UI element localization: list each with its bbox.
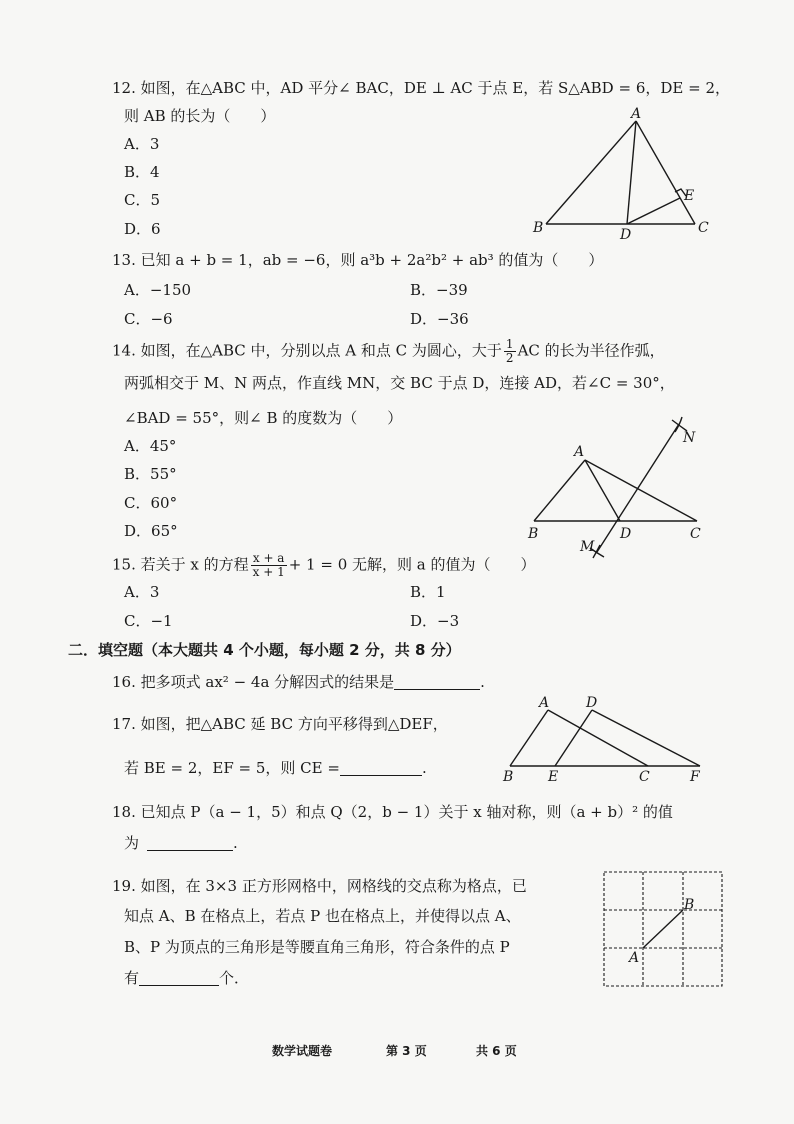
q14-stem-line1-a: 14. 如图，在△ABC 中，分别以点 A 和点 C 为圆心，大于 bbox=[112, 341, 502, 360]
q14-label-d: D bbox=[620, 526, 632, 542]
q12-label-e: E bbox=[684, 188, 695, 204]
q14-stem-line2: 两弧相交于 M、N 两点，作直线 MN，交 BC 于点 D，连接 AD，若∠C = 30°， bbox=[124, 374, 675, 392]
footer-page: 第 3 页 bbox=[386, 1044, 427, 1058]
q13-option-b: B．−39 bbox=[410, 281, 468, 299]
q14-label-a: A bbox=[574, 444, 585, 460]
q17-label-b: B bbox=[503, 769, 514, 785]
q13-option-c: C．−6 bbox=[124, 310, 173, 328]
q12-option-c: C．5 bbox=[124, 191, 161, 209]
q18-stem-line1: 18. 已知点 P（a − 1，5）和点 Q（2，b − 1）关于 x 轴对称，则（a + b）² 的值 bbox=[112, 803, 673, 821]
q18-stem-line2: 为 bbox=[124, 834, 140, 852]
q14-option-b: B．55° bbox=[124, 465, 177, 483]
q19-stem-line4-b: 个． bbox=[219, 969, 250, 987]
footer-total: 共 6 页 bbox=[476, 1044, 517, 1058]
q13-option-a: A．−150 bbox=[124, 281, 192, 299]
q14-stem-line1-b: AC 的长为半径作弧， bbox=[517, 341, 665, 360]
q14-label-n: N bbox=[683, 430, 696, 446]
q17-stem-line2: 若 BE = 2，EF = 5，则 CE = bbox=[124, 759, 340, 777]
q15-stem-a: 15. 若关于 x 的方程 bbox=[112, 555, 249, 574]
q15-stem-b: + 1 = 0 无解，则 a 的值为（ ） bbox=[288, 555, 536, 574]
section2-title: 二．填空题（本大题共 4 个小题，每小题 2 分，共 8 分） bbox=[68, 641, 461, 659]
q17-stem-line1: 17. 如图，把△ABC 延 BC 方向平移得到△DEF， bbox=[112, 715, 448, 733]
q14-option-c: C．60° bbox=[124, 494, 178, 512]
q12-option-d: D．6 bbox=[124, 220, 161, 238]
q15-option-b: B．1 bbox=[410, 583, 446, 601]
q12-stem-line1: 12. 如图，在△ABC 中，AD 平分∠ BAC，DE ⊥ AC 于点 E，若 S△ABD = 6，DE = 2， bbox=[112, 79, 730, 97]
q19-label-b: B bbox=[684, 897, 695, 913]
q14-label-b: B bbox=[528, 526, 539, 542]
q12-label-d: D bbox=[620, 227, 632, 243]
q14-stem-line3: ∠BAD = 55°，则∠ B 的度数为（ ） bbox=[124, 409, 403, 427]
q17-label-a: A bbox=[539, 695, 550, 711]
q15-frac-den: x + 1 bbox=[252, 565, 285, 579]
q19-stem-line4-a: 有 bbox=[124, 969, 140, 987]
q15-option-a: A．3 bbox=[124, 583, 160, 601]
q17-label-f: F bbox=[690, 769, 700, 785]
q14-label-c: C bbox=[690, 526, 701, 542]
q19-label-a: A bbox=[629, 950, 640, 966]
q12-label-a: A bbox=[631, 106, 642, 122]
q14-frac-num: 1 bbox=[505, 337, 514, 351]
q14-label-m: M bbox=[580, 539, 595, 555]
q13-stem: 13. 已知 a + b = 1，ab = −6，则 a³b + 2a²b² + ab³ 的值为（ ） bbox=[112, 251, 604, 269]
q14-option-a: A．45° bbox=[124, 437, 177, 455]
q12-stem-line2: 则 AB 的长为（ ） bbox=[124, 107, 276, 125]
q17-label-e: E bbox=[548, 769, 559, 785]
q17-tail: . bbox=[421, 759, 427, 777]
q12-option-b: B．4 bbox=[124, 163, 160, 181]
q17-label-c: C bbox=[639, 769, 650, 785]
q17-label-d: D bbox=[586, 695, 598, 711]
q15-frac-num: x + a bbox=[251, 552, 287, 566]
q19-stem-line1: 19. 如图，在 3×3 正方形网格中，网格线的交点称为格点，已 bbox=[112, 877, 527, 895]
q19-segment-ab bbox=[643, 910, 683, 948]
q14-option-d: D．65° bbox=[124, 522, 178, 540]
q18-tail: . bbox=[233, 834, 238, 852]
q12-label-b: B bbox=[533, 220, 544, 236]
q15-option-d: D．−3 bbox=[410, 612, 460, 630]
q15-option-c: C．−1 bbox=[124, 612, 173, 630]
footer-title: 数学试题卷 bbox=[272, 1044, 333, 1058]
q19-stem-line3: B、P 为顶点的三角形是等腰直角三角形，符合条件的点 P bbox=[124, 938, 510, 956]
q12-label-c: C bbox=[698, 220, 709, 236]
q14-frac-den: 2 bbox=[505, 351, 514, 365]
q13-option-d: D．−36 bbox=[410, 310, 469, 328]
q12-option-a: A．3 bbox=[124, 135, 160, 153]
q16-stem: 16. 把多项式 ax² − 4a 分解因式的结果是 bbox=[112, 673, 395, 691]
q19-stem-line2: 知点 A、B 在格点上，若点 P 也在格点上，并使得以点 A、 bbox=[124, 907, 521, 925]
q16-tail: . bbox=[480, 673, 485, 691]
